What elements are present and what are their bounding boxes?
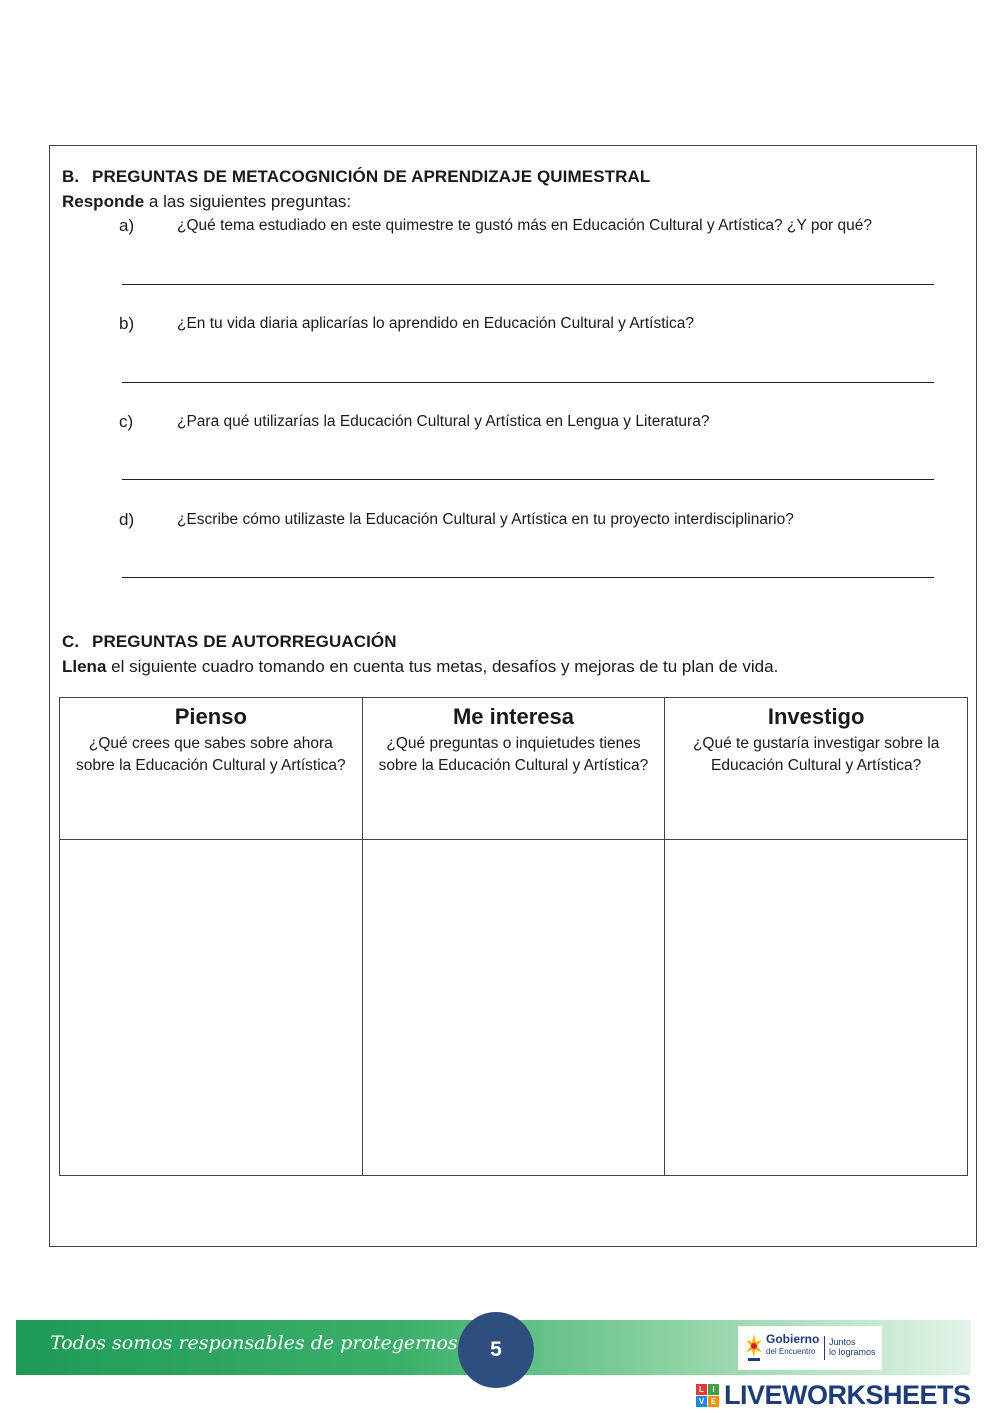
kwl-header-me-interesa xyxy=(362,698,665,840)
liveworksheets-wordmark: LIVEWORKSHEETS xyxy=(724,1380,971,1410)
column-title-pienso: Pienso xyxy=(174,704,247,729)
column-prompt-pienso: ¿Qué crees que sabes sobre ahora sobre la Educación Cultural y Artística? xyxy=(75,735,346,774)
answer-d-input[interactable] xyxy=(122,551,938,579)
section-b-instruction-verb: Responde xyxy=(62,192,145,211)
section-c-instruction-verb: Llena xyxy=(62,657,107,676)
section-b-title: PREGUNTAS DE METACOGNICIÓN DE APRENDIZAJE QUIMESTRAL xyxy=(92,167,651,186)
kwl-cell-pienso xyxy=(60,840,363,1176)
question-b-letter: b) xyxy=(119,314,135,333)
kwl-header-row xyxy=(60,698,968,840)
lw-icon-letter-v: V xyxy=(696,1396,707,1407)
column-prompt-me-interesa: ¿Qué preguntas o inquietudes tienes sobre la Educación Cultural y Artística? xyxy=(378,735,649,774)
government-tagline: Juntos lo logramos xyxy=(829,1337,876,1357)
lw-icon-letter-l: L xyxy=(696,1384,707,1395)
lw-icon-letter-i: I xyxy=(708,1384,719,1395)
answer-c-input[interactable] xyxy=(122,453,938,481)
section-c-instruction-text: el siguiente cuadro tomando en cuenta tus metas, desafíos y mejoras de tu plan de vida. xyxy=(106,657,779,676)
question-c-letter: c) xyxy=(119,412,134,431)
government-logo xyxy=(738,1326,882,1370)
kwl-table xyxy=(59,697,968,1176)
question-b-text: ¿En tu vida diaria aplicarías lo aprendido en Educación Cultural y Artística? xyxy=(177,315,694,332)
answer-a-input[interactable] xyxy=(122,258,938,286)
section-b-instruction-text: a las siguientes preguntas: xyxy=(144,192,352,211)
footer-slogan: Todos somos responsables de protegernos xyxy=(50,1332,458,1354)
column-title-me-interesa: Me interesa xyxy=(452,704,575,729)
answer-b-line xyxy=(122,382,934,383)
investigo-answer-field[interactable] xyxy=(665,840,967,1170)
section-c-title: PREGUNTAS DE AUTORREGUACIÓN xyxy=(92,632,397,651)
government-name: Gobierno xyxy=(766,1332,820,1346)
kwl-answer-row xyxy=(60,840,968,1176)
liveworksheets-icon xyxy=(696,1384,720,1408)
answer-a-line xyxy=(122,284,934,285)
section-b-instructions xyxy=(62,192,351,212)
section-b-heading xyxy=(62,167,650,187)
government-star-icon xyxy=(744,1332,764,1364)
answer-c-line xyxy=(122,479,934,480)
section-c-instructions xyxy=(62,657,778,677)
question-d-letter: d) xyxy=(119,510,135,529)
question-a-letter: a) xyxy=(119,216,135,235)
me-interesa-answer-field[interactable] xyxy=(363,840,665,1170)
government-subtitle: del Encuentro xyxy=(766,1347,816,1356)
kwl-cell-me-interesa xyxy=(362,840,665,1176)
section-c-letter: C. xyxy=(62,632,80,651)
lw-icon-letter-e: E xyxy=(708,1396,719,1407)
page-number-badge: 5 xyxy=(458,1312,534,1388)
section-b-letter: B. xyxy=(62,167,80,186)
kwl-header-investigo xyxy=(665,698,968,840)
government-logo-divider xyxy=(824,1336,825,1360)
question-d-text: ¿Escribe cómo utilizaste la Educación Cultural y Artística en tu proyecto interdisciplinario? xyxy=(177,511,794,528)
kwl-cell-investigo xyxy=(665,840,968,1176)
pienso-answer-field[interactable] xyxy=(60,840,362,1170)
answer-b-input[interactable] xyxy=(122,356,938,384)
section-c-heading xyxy=(62,632,397,652)
column-title-investigo: Investigo xyxy=(767,704,865,729)
kwl-header-pienso xyxy=(60,698,363,840)
answer-d-line xyxy=(122,577,934,578)
column-prompt-investigo: ¿Qué te gustaría investigar sobre la Educación Cultural y Artística? xyxy=(692,735,940,774)
question-a-text: ¿Qué tema estudiado en este quimestre te gustó más en Educación Cultural y Artística? ¿Y por qué? xyxy=(177,217,873,234)
question-c-text: ¿Para qué utilizarías la Educación Cultural y Artística en Lengua y Literatura? xyxy=(177,413,710,430)
